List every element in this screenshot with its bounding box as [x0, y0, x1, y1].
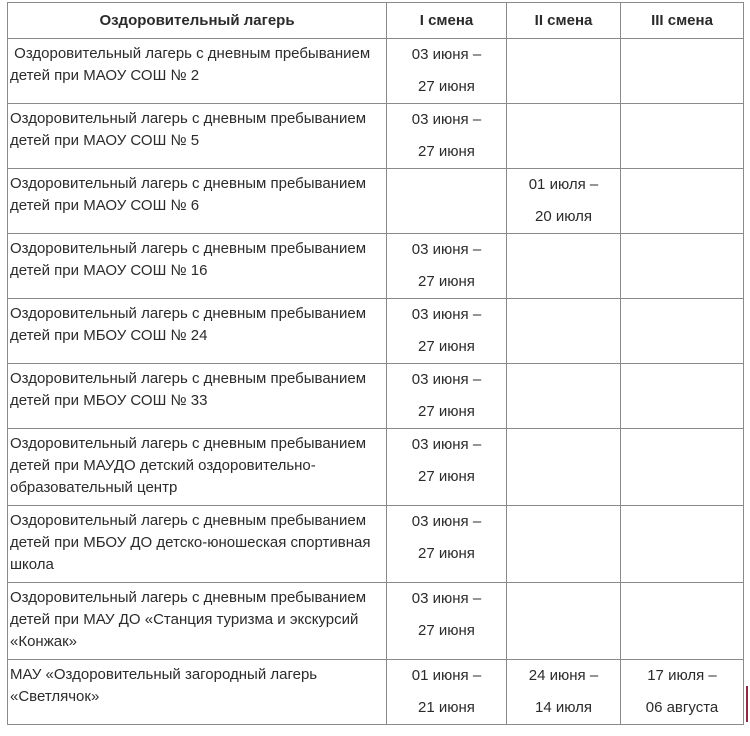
shift-2-cell	[507, 583, 621, 660]
shift-end-date: 20 июля	[534, 208, 593, 225]
table-row	[8, 506, 744, 583]
camp-name-cell: Оздоровительный лагерь с дневным пребыванием детей при МАОУ СОШ № 5	[8, 104, 387, 169]
table-header-row	[8, 3, 744, 39]
header-camp: Оздоровительный лагерь	[8, 3, 387, 39]
shift-3-cell	[621, 234, 744, 299]
table-row	[8, 299, 744, 364]
camp-name-cell: Оздоровительный лагерь с дневным пребыванием детей при МАУДО детский оздоровительно-образовательный центр	[8, 429, 387, 506]
shift-2-cell	[507, 506, 621, 583]
camp-name-cell: Оздоровительный лагерь с дневным пребыванием детей при МАУ ДО «Станция туризма и экскурсий «Конжак»	[8, 583, 387, 660]
header-shift-2: II смена	[507, 3, 621, 39]
camp-name-cell: Оздоровительный лагерь с дневным пребыванием детей при МАОУ СОШ № 6	[8, 169, 387, 234]
shift-3-cell	[621, 583, 744, 660]
shift-end-date: 27 июня	[418, 545, 475, 562]
shift-end-date: 27 июня	[418, 78, 475, 95]
shift-3-cell	[621, 364, 744, 429]
table-row	[8, 364, 744, 429]
shift-3-cell	[621, 39, 744, 104]
shift-end-date: 27 июня	[418, 273, 475, 290]
shift-3-cell	[621, 104, 744, 169]
shift-2-cell	[507, 169, 621, 234]
shift-3-cell	[621, 169, 744, 234]
shift-end-date: 27 июня	[418, 468, 475, 485]
shift-2-cell	[507, 39, 621, 104]
shift-end-date: 21 июня	[418, 699, 475, 716]
shift-start-date: 01 июня –	[411, 667, 482, 684]
shift-start-date: 03 июня –	[411, 590, 482, 607]
shift-3-cell	[621, 506, 744, 583]
camp-name-cell: МАУ «Оздоровительный загородный лагерь «Светлячок»	[8, 660, 387, 725]
camp-name-cell: Оздоровительный лагерь с дневным пребыванием детей при МАОУ СОШ № 16	[8, 234, 387, 299]
shift-2-cell	[507, 234, 621, 299]
shift-start-date: 03 июня –	[411, 306, 482, 323]
shift-1-cell	[387, 429, 507, 506]
shift-2-cell	[507, 299, 621, 364]
shift-1-cell	[387, 364, 507, 429]
camp-shifts-table	[7, 2, 744, 725]
table-row	[8, 660, 744, 725]
shift-1-cell	[387, 234, 507, 299]
table-row	[8, 169, 744, 234]
shift-start-date: 03 июня –	[411, 513, 482, 530]
shift-3-cell	[621, 429, 744, 506]
shift-1-cell	[387, 583, 507, 660]
shift-1-cell	[387, 299, 507, 364]
shift-start-date: 03 июня –	[411, 111, 482, 128]
shift-start-date: 01 июля –	[528, 176, 599, 193]
table-row	[8, 429, 744, 506]
shift-start-date: 17 июля –	[647, 667, 717, 684]
shift-1-cell	[387, 39, 507, 104]
shift-end-date: 27 июня	[418, 143, 475, 160]
shift-start-date: 03 июня –	[411, 436, 482, 453]
shift-start-date: 03 июня –	[411, 46, 482, 63]
shift-1-cell	[387, 104, 507, 169]
shift-2-cell	[507, 104, 621, 169]
shift-end-date: 27 июня	[418, 622, 475, 639]
shift-3-cell	[621, 299, 744, 364]
camp-name-cell: Оздоровительный лагерь с дневным пребыванием детей при МБОУ СОШ № 33	[8, 364, 387, 429]
shift-start-date: 24 июня –	[528, 667, 599, 684]
side-mark	[746, 686, 748, 722]
shift-1-cell	[387, 169, 507, 234]
shift-end-date: 27 июня	[418, 403, 475, 420]
shift-start-date: 03 июня –	[411, 241, 482, 258]
camp-name-cell: Оздоровительный лагерь с дневным пребыванием детей при МАОУ СОШ № 2	[8, 39, 387, 104]
table-row	[8, 104, 744, 169]
shift-start-date: 03 июня –	[411, 371, 482, 388]
header-shift-1: I смена	[387, 3, 507, 39]
shift-3-cell	[621, 660, 744, 725]
shift-1-cell	[387, 506, 507, 583]
shift-2-cell	[507, 660, 621, 725]
camp-name-cell: Оздоровительный лагерь с дневным пребыванием детей при МБОУ ДО детско-юношеская спортивная школа	[8, 506, 387, 583]
shift-end-date: 27 июня	[418, 338, 475, 355]
table-row	[8, 39, 744, 104]
table-row	[8, 583, 744, 660]
shift-2-cell	[507, 429, 621, 506]
camp-name-cell: Оздоровительный лагерь с дневным пребыванием детей при МБОУ СОШ № 24	[8, 299, 387, 364]
table-row	[8, 234, 744, 299]
shift-2-cell	[507, 364, 621, 429]
shift-1-cell	[387, 660, 507, 725]
shift-end-date: 06 августа	[645, 699, 719, 716]
header-shift-3: III смена	[621, 3, 744, 39]
shift-end-date: 14 июля	[534, 699, 593, 716]
